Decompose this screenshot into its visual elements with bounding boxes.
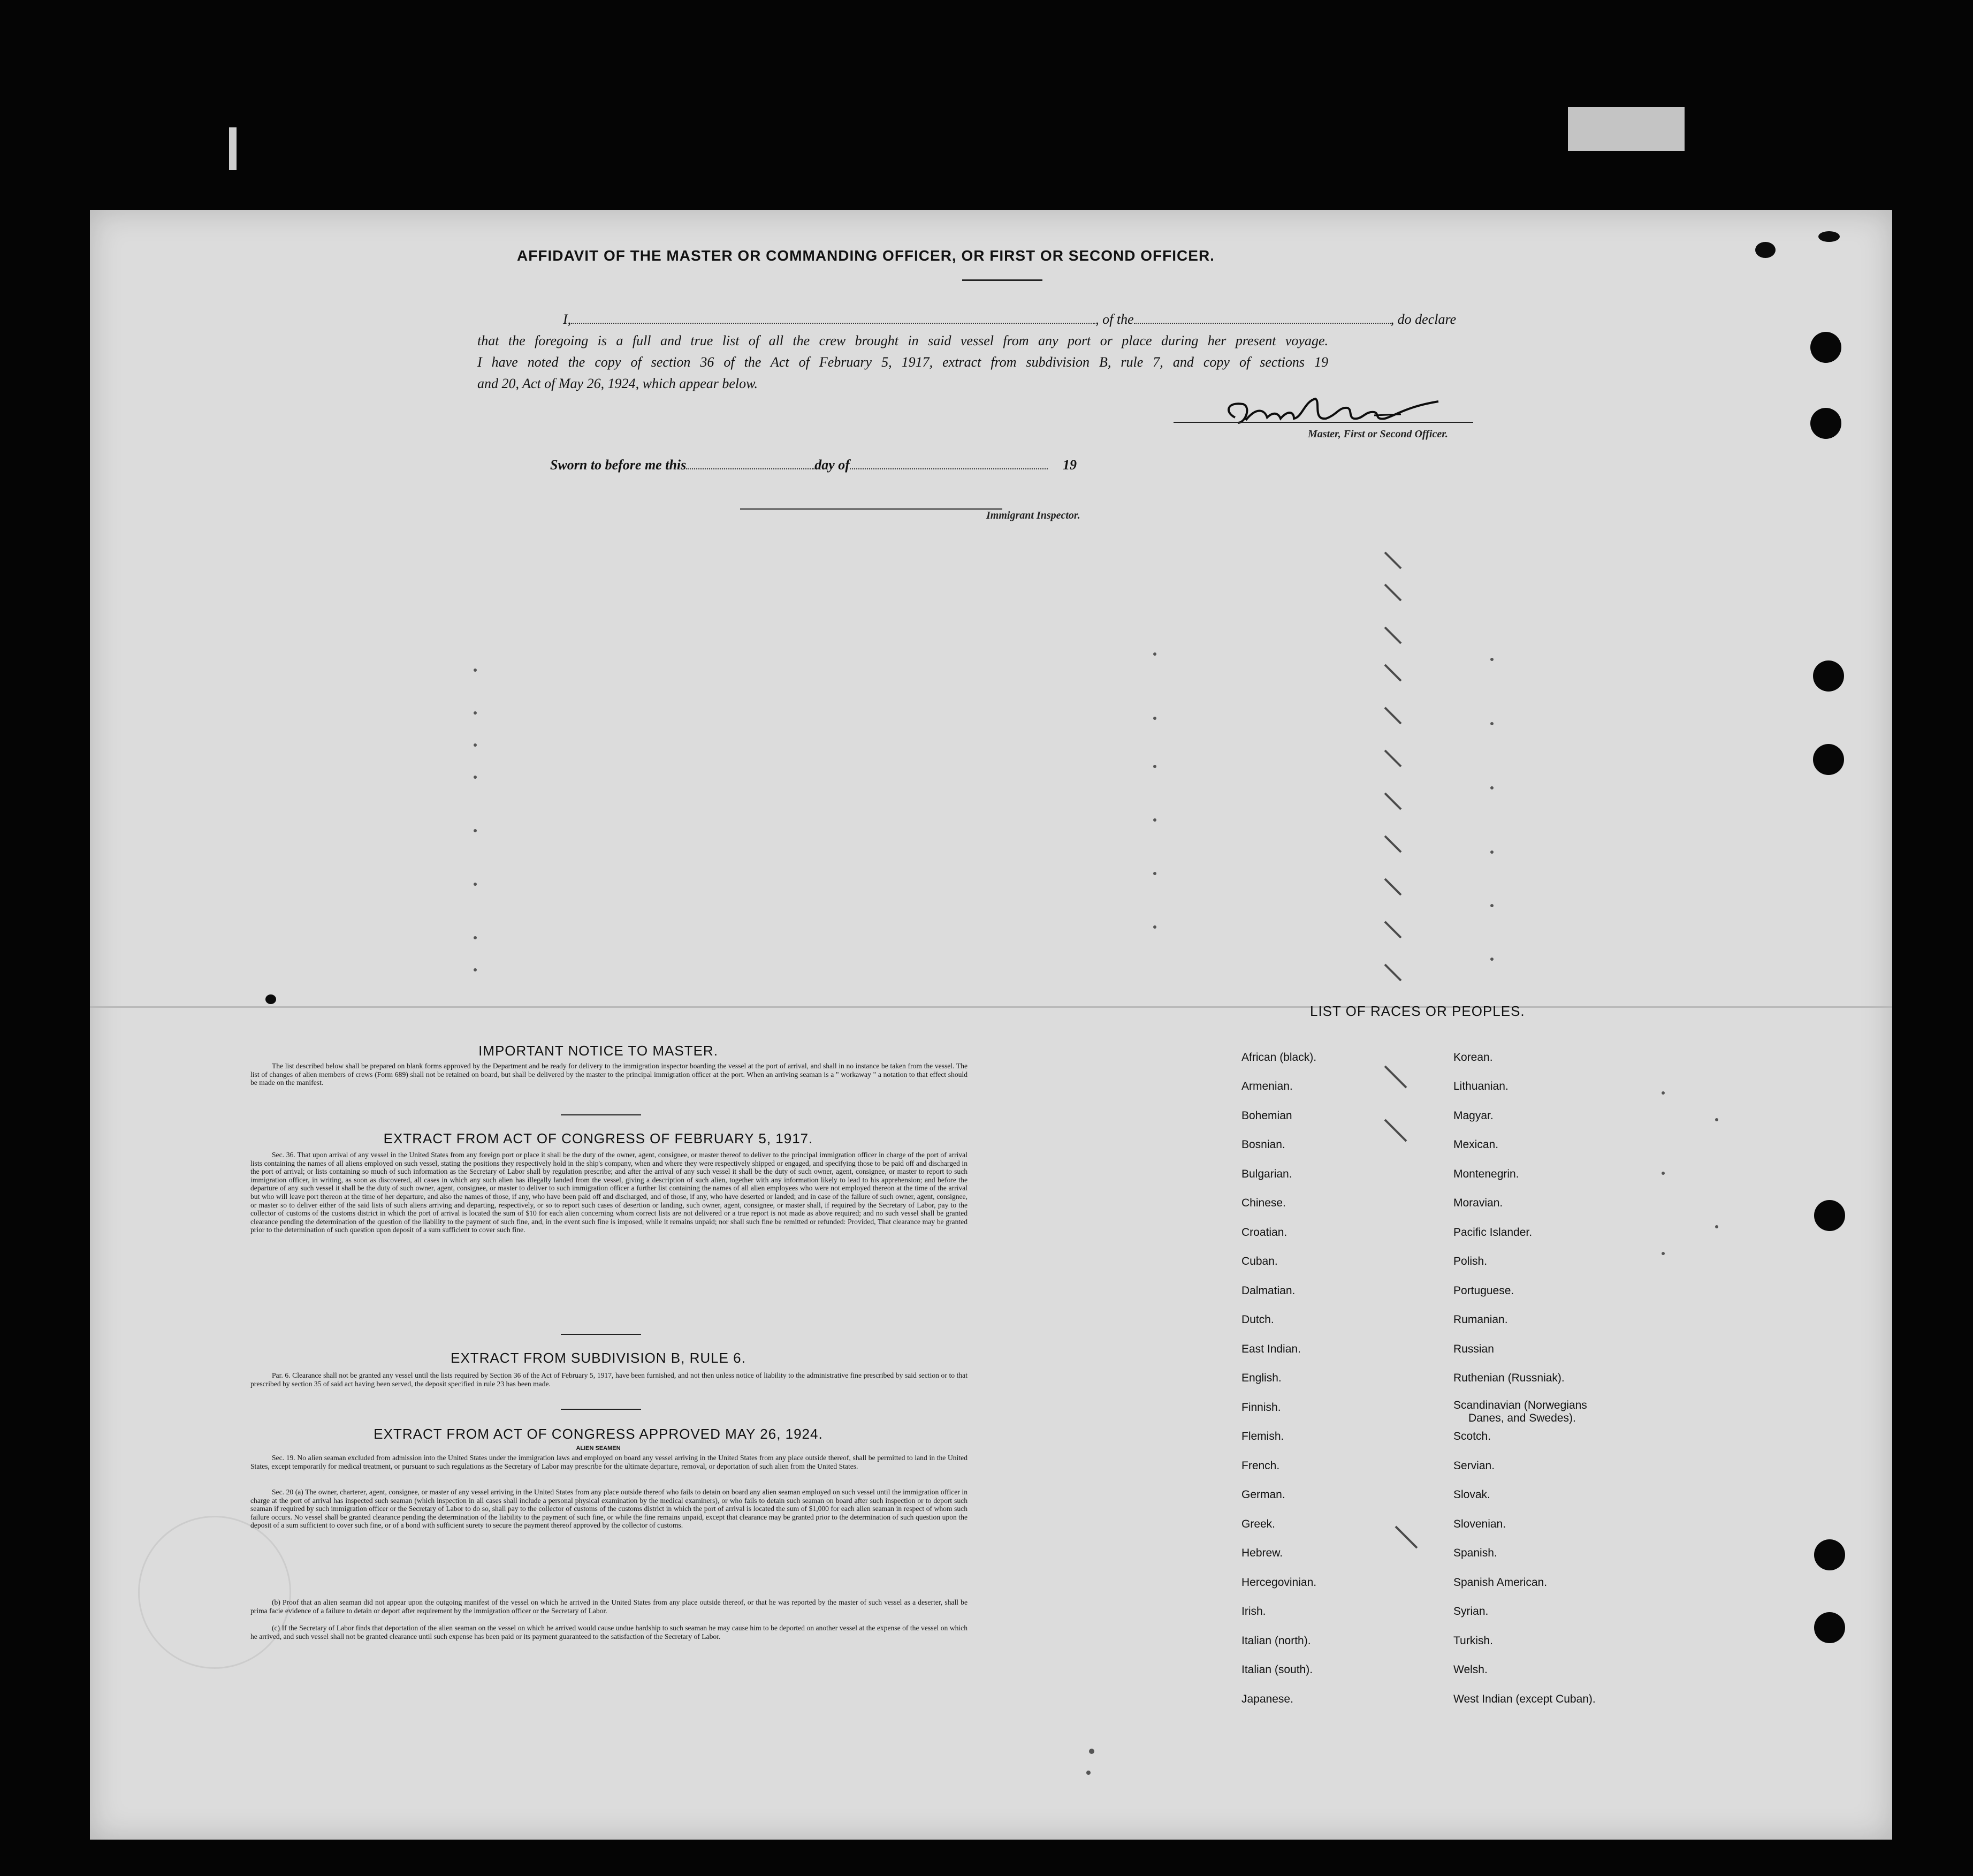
race-item: Bosnian. [1241, 1138, 1285, 1151]
notice-body: The list described below shall be prepared on blank forms approved by the Department and be ready for delivery to the immigration inspector boarding the vessel at the port of arrival, and shall in no instance be taken from the vessel. The list of changes of alien members of crews (Form 689) shall not be retained on board, but shall be delivered by the master to the principal immigration officer at the port. When an arriving seaman is a " workaway " a notation to that effect should be made on the manifest. [250, 1062, 968, 1087]
race-item: Flemish. [1241, 1430, 1284, 1442]
race-item: Japanese. [1241, 1693, 1293, 1705]
race-item: English. [1241, 1372, 1282, 1384]
notice-title: IMPORTANT NOTICE TO MASTER. [478, 1043, 718, 1059]
race-item: Portuguese. [1453, 1285, 1514, 1297]
race-item: Montenegrin. [1453, 1168, 1519, 1180]
race-item: Welsh. [1453, 1664, 1488, 1676]
extract-1924-sec20b: (b) Proof that an alien seaman did not appear upon the outgoing manifest of the vessel on which he arrived in the United States from any place outside thereof, or that he was reported by the master of such vessel as a deserter, shall be prima facie evidence of a failure to detain or deport after requirement by the immigration officer or the Secretary of Labor. [250, 1598, 968, 1615]
race-item: Slovenian. [1453, 1518, 1506, 1530]
race-item: Russian [1453, 1343, 1494, 1355]
race-item: Servian. [1453, 1460, 1495, 1472]
extract-rule6-title: EXTRACT FROM SUBDIVISION B, RULE 6. [451, 1350, 746, 1366]
extract-1924-title: EXTRACT FROM ACT OF CONGRESS APPROVED MAY 26, 1924. [374, 1426, 823, 1442]
race-item: Irish. [1241, 1605, 1266, 1617]
extract-1924-sec19: Sec. 19. No alien seaman excluded from admission into the United States under the immigration laws and employed on board any vessel arriving in the United States from any place outside thereof, shall be permitted to land in the United States, except temporarily for medical treatment, or pursuant to such regulations as the Secretary of Labor may prescribe for the ultimate departure, removal, or deportation of such alien from the United States. [250, 1454, 968, 1470]
extract-rule6-body: Par. 6. Clearance shall not be granted any vessel until the lists required by Section 36 of the Act of February 5, 1917, have been furnished, and not then unless notice of liability to the administrative fine prescribed by said section or to that prescribed by section 35 of said act having been served, the deposit specified in rule 23 has been made. [250, 1371, 968, 1388]
race-item: Dalmatian. [1241, 1285, 1296, 1297]
extract-1924-sec20c: (c) If the Secretary of Labor finds that deportation of the alien seaman on the vessel on which he arrived would cause undue hardship to such seaman he may cause him to be deported on another vessel at the expense of the vessel on which he arrived, and such vessel shall not be granted clearance until such expense has been paid or its payment guaranteed to the satisfaction of the Secretary of Labor. [250, 1624, 968, 1640]
sworn-line: Sworn to before me this day of 19 [550, 457, 1077, 473]
race-item: Scandinavian (Norwegians [1453, 1399, 1587, 1411]
race-item: Polish. [1453, 1255, 1488, 1267]
race-item: French. [1241, 1460, 1280, 1472]
inspector-caption: Immigrant Inspector. [986, 510, 1080, 521]
race-item: Finnish. [1241, 1401, 1281, 1414]
affidavit-line-3: I have noted the copy of section 36 of the Act of February 5, 1917, extract from subdivision B, rule 7, and copy of sections 19 [477, 354, 1328, 370]
affidavit-title: AFFIDAVIT OF THE MASTER OR COMMANDING OFFICER, OR FIRST OR SECOND OFFICER. [517, 247, 1215, 264]
race-item: East Indian. [1241, 1343, 1301, 1355]
race-item: Magyar. [1453, 1110, 1494, 1122]
race-item: Spanish American. [1453, 1576, 1548, 1589]
race-item: Hebrew. [1241, 1547, 1283, 1559]
alien-seamen-subtitle: ALIEN SEAMEN [576, 1445, 621, 1452]
race-item: Chinese. [1241, 1197, 1286, 1209]
race-item: Bohemian [1241, 1110, 1292, 1122]
race-item: Armenian. [1241, 1080, 1293, 1092]
race-item: Spanish. [1453, 1547, 1497, 1559]
race-item: Scotch. [1453, 1430, 1491, 1442]
bleed-through-marks [90, 210, 1892, 1840]
race-item: Hercegovinian. [1241, 1576, 1317, 1589]
affidavit-line-2: that the foregoing is a full and true list of all the crew brought in said vessel from any port or place during her present voyage. [477, 333, 1328, 348]
race-item: Rumanian. [1453, 1313, 1508, 1326]
section-rule [561, 1114, 641, 1115]
race-item: Mexican. [1453, 1138, 1499, 1151]
race-item: Bulgarian. [1241, 1168, 1292, 1180]
race-item: Dutch. [1241, 1313, 1274, 1326]
race-item: Syrian. [1453, 1605, 1489, 1617]
extract-1917-body: Sec. 36. That upon arrival of any vessel in the United States from any foreign port or place it shall be the duty of the owner, agent, consignee, or master thereof to deliver to the principal immigration officer in charge of the port of arrival lists containing the names of all aliens employed on such vessel, stating the positions they respectively hold in the ship's company, when and where they were respectively shipped or engaged, and specifying those to be paid off and discharged in the port of arrival; or lists containing so much of such information as the Secretary of Labor shall by regulation prescribe; and after the arrival of any such vessel it shall be the duty of such owner, agent, consignee, or master to report to such immigration officer, in writing, as soon as discovered, all cases in which any such alien has illegally landed from the vessel, giving a description of such alien, together with any information likely to lead to his apprehension; and before the departure of any such vessel it shall be the duty of such owner, agent, consignee, or master to deliver to such immigration officer a further list containing the names of all alien employees who were not employed thereon at the time of the arrival but who will leave port thereon at the time of her departure, and also the names of those, if any, who have been paid off and discharged, and of those, if any, who have deserted or landed; and in case of the failure of such owner, agent, consignee, or master so to deliver either of the said lists of such aliens arriving and departing, respectively, or so to report such cases of desertion or landing, such owner, agent, consignee, or master shall, if required by the Secretary of Labor, pay to the collector of customs of the customs district in which the port of arrival is located the sum of $10 for each alien concerning whom correct lists are not delivered or a true report is not made as above required; and no such vessel shall be granted clearance pending the determination of the question of the liability to the payment of such fine, and, in the event such fine is imposed, while it remains unpaid; nor shall such fine be remitted or refunded: Provided, That clearance may be granted prior to the determination of such question upon deposit of a sum sufficient to cover such fine. [250, 1151, 968, 1234]
signature-caption: Master, First or Second Officer. [1308, 428, 1448, 440]
edge-scrap-mark [229, 127, 237, 170]
affidavit-line-1: I, , of the , do declare [563, 312, 1457, 327]
race-item: Italian (south). [1241, 1664, 1313, 1676]
race-item: Lithuanian. [1453, 1080, 1509, 1092]
race-item: Cuban. [1241, 1255, 1278, 1267]
race-item: Moravian. [1453, 1197, 1503, 1209]
races-list-title: LIST OF RACES OR PEOPLES. [1310, 1003, 1525, 1019]
race-item: Pacific Islander. [1453, 1226, 1533, 1239]
race-item: Greek. [1241, 1518, 1276, 1530]
section-rule [561, 1334, 641, 1335]
document-sheet [90, 210, 1892, 1840]
race-item: Ruthenian (Russniak). [1453, 1372, 1565, 1384]
affidavit-line-4: and 20, Act of May 26, 1924, which appear below. [477, 376, 758, 391]
race-item: Danes, and Swedes). [1468, 1412, 1576, 1424]
race-item: West Indian (except Cuban). [1453, 1693, 1596, 1705]
race-item: Croatian. [1241, 1226, 1288, 1239]
archive-label-tab [1568, 107, 1685, 151]
race-item: Korean. [1453, 1051, 1493, 1064]
faded-seal-stamp [138, 1516, 291, 1669]
race-item: Turkish. [1453, 1635, 1493, 1647]
extract-1924-sec20a: Sec. 20 (a) The owner, charterer, agent, consignee, or master of any vessel arriving in the United States from any place outside thereof who fails to detain on board any alien seaman employed on such vessel until the immigration officer in charge at the port of arrival has inspected such seaman (which inspection in all cases shall include a personal physical examination by the medical examiners), or who fails to detain such seaman on board after such inspection or to deport such seaman if required by such immigration officer or the Secretary of Labor to do so, shall pay to the collector of customs of the customs district in which the port of arrival is located the sum of $1,000 for each alien seaman in respect of whom such failure occurs. No vessel shall be granted clearance pending the determination of the liability to the payment of such fine, or while the fine remains unpaid, except that clearance may be granted prior to the determination of such question upon the deposit of a sum sufficient to cover such fine, or of a bond with sufficient surety to secure the payment thereof approved by the collector of customs. [250, 1488, 968, 1530]
race-item: African (black). [1241, 1051, 1317, 1064]
race-item: German. [1241, 1488, 1285, 1501]
section-rule [561, 1409, 641, 1410]
extract-1917-title: EXTRACT FROM ACT OF CONGRESS OF FEBRUARY 5, 1917. [383, 1130, 813, 1146]
race-item: Italian (north). [1241, 1635, 1311, 1647]
race-item: Slovak. [1453, 1488, 1490, 1501]
